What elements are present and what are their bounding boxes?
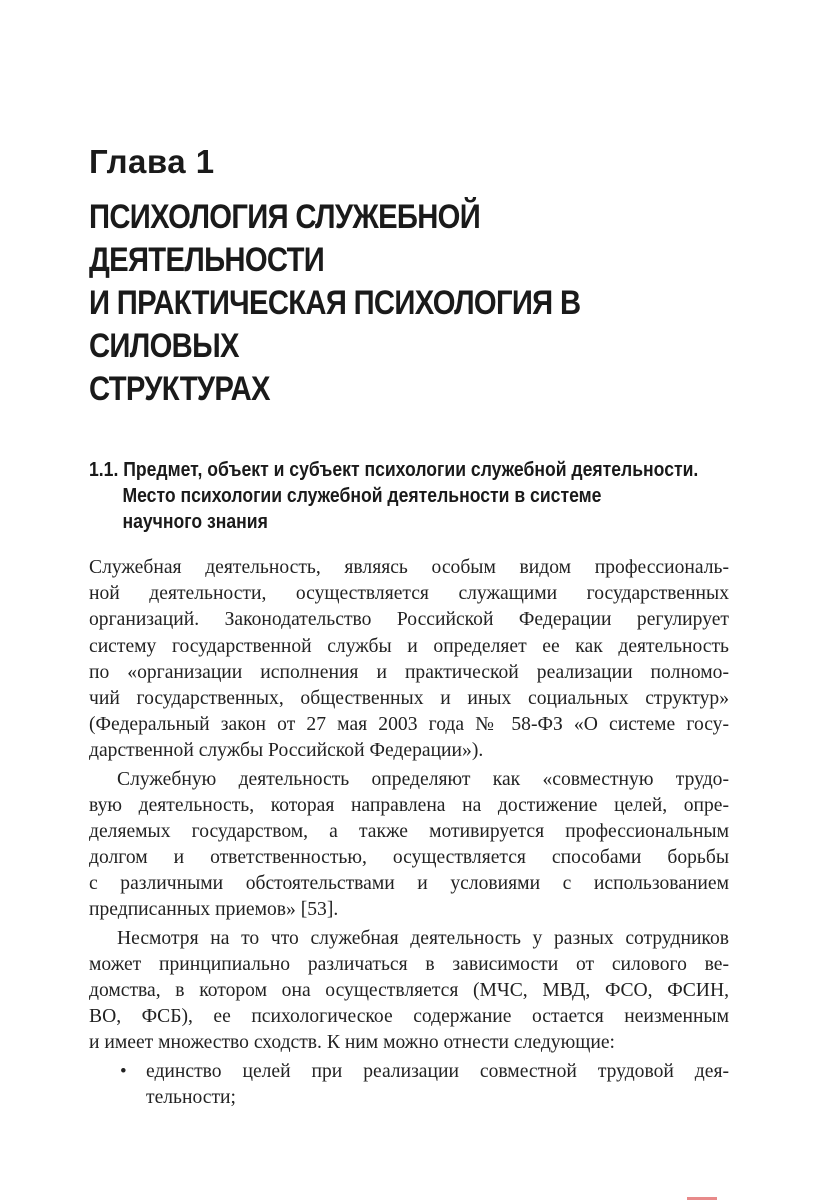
text-line: и имеет множество сходств. К ним можно отнести следующие: [89, 1032, 615, 1054]
text-line: систему государственной службы и определяет ее как деятельность [89, 635, 729, 657]
text-line: Служебная деятельность, являясь особым видом профессиональ- [89, 557, 729, 578]
section-heading-line: 1.1. Предмет, объект и субъект психологии служебной деятельности. [89, 459, 699, 481]
chapter-title-line: И ПРАКТИЧЕСКАЯ ПСИХОЛОГИЯ В СИЛОВЫХ [89, 284, 581, 365]
text-line: тельности; [146, 1086, 236, 1108]
text-line: с различными обстоятельствами и условиями с использованием [89, 873, 729, 895]
text-line: чий государственных, общественных и иных социальных структур» [89, 687, 729, 709]
text-line: по «организации исполнения и практической реализации полномо- [89, 661, 729, 683]
text-line: предписанных приемов» [53]. [89, 899, 339, 921]
section-heading-line: научного знания [122, 511, 268, 534]
text-line: долгом и ответственностью, осуществляется способами борьбы [89, 847, 729, 869]
paragraph [89, 767, 729, 924]
text-line: Служебную деятельность определяют как «совместную трудо- [117, 768, 729, 790]
text-line: домства, в котором она осуществляется (МЧС, МВД, ФСО, ФСИН, [89, 980, 729, 1001]
body-text [89, 555, 729, 1111]
section-heading [89, 455, 723, 534]
text-line: единство целей при реализации совместной трудовой дея- [146, 1060, 729, 1082]
chapter-title-line: СТРУКТУРАХ [89, 370, 270, 408]
bullet-list-item [89, 1059, 729, 1111]
chapter-label: Глава 1 [89, 143, 215, 180]
text-line: дарственной службы Российской Федерации»). [89, 740, 484, 762]
chapter-title-line: ПСИХОЛОГИЯ СЛУЖЕБНОЙ ДЕЯТЕЛЬНОСТИ [89, 198, 481, 279]
text-line: вую деятельность, которая направлена на достижение целей, опре- [89, 794, 729, 816]
bullet-icon: • [120, 1060, 127, 1082]
text-line: (Федеральный закон от 27 мая 2003 года № 58-ФЗ «О системе госу- [89, 714, 729, 736]
text-line: организаций. Законодательство Российской Федерации регулирует [89, 609, 729, 631]
chapter-title [89, 196, 657, 411]
paragraph [89, 555, 729, 765]
text-line: ной деятельности, осуществляется служащими государственных [89, 583, 729, 605]
text-line: Несмотря на то что служебная деятельность у разных сотрудников [117, 927, 729, 949]
paragraph [89, 926, 729, 1057]
section-heading-line: Место психологии служебной деятельности в системе [122, 485, 602, 508]
text-line: может принципиально различаться в зависимости от силового ве- [89, 953, 729, 975]
text-line: деляемых государством, а также мотивируется профессиональным [89, 820, 729, 842]
text-line: ВО, ФСБ), ее психологическое содержание остается неизменным [89, 1006, 729, 1028]
